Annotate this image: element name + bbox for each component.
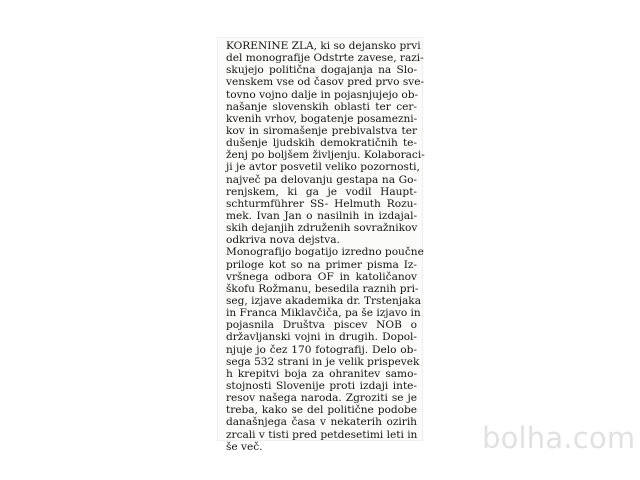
paragraph-1 <box>226 40 425 247</box>
text-line: dušenje ljudskih demokratičnih te- <box>226 137 417 150</box>
article-text <box>226 40 425 453</box>
text-line: državljanski vojni in drugih. Dopol- <box>226 331 417 344</box>
text-line: resov našega naroda. Zgroziti se je <box>226 392 417 405</box>
text-line: mek. Ivan Jan o nasilnih in izdajal- <box>226 209 417 222</box>
text-line: največ pa delovanju gestapa na Go- <box>226 173 417 186</box>
text-line: priloge kot so na primer pisma Iz- <box>226 258 417 271</box>
text-line: kvenih vrhov, bogatenje posamezni- <box>226 112 418 125</box>
text-line: KORENINE ZLA, ki so dejansko prvi <box>226 40 421 52</box>
text-line: h krepitvi boja za ohranitev samo- <box>226 367 417 380</box>
text-line: še več. <box>226 440 263 453</box>
text-line: skujejo politična dogajanja na Slo- <box>226 64 417 77</box>
text-line: odkriva nova dejstva. <box>226 234 340 247</box>
text-line: tovno vojno dalje in pojasnjujejo ob- <box>226 88 419 101</box>
text-line: sega 532 strani in je velik prispevek <box>226 355 420 368</box>
text-line: zrcali v tisti pred petdesetimi leti in <box>226 428 418 441</box>
watermark: bolha.com <box>482 421 636 455</box>
text-line: stojnosti Slovenije proti izdaji inte- <box>226 379 417 392</box>
text-line: in Franca Miklavčiča, pa še izjavo in <box>226 307 421 320</box>
paragraph-2 <box>226 246 424 453</box>
text-line: ji je avtor posvetil veliko pozornosti, <box>226 161 420 174</box>
newspaper-clipping <box>218 38 425 453</box>
text-line: seg, izjave akademika dr. Trstenjaka <box>226 294 422 307</box>
text-line: pojasnila Društva piscev NOB o <box>226 319 417 332</box>
text-line: schturmführer SS- Helmuth Rozu- <box>226 197 417 210</box>
text-line: skih dejanjih združenih sovražnikov <box>226 222 418 235</box>
text-line: treba, kako se del politične podobe <box>226 404 417 417</box>
text-line: škofu Rožmanu, besedila raznih pri- <box>226 282 419 295</box>
text-line: vršnega odbora OF in katoličanov <box>226 270 417 283</box>
text-line: del monografije Odstrte zavese, razi- <box>226 52 424 65</box>
text-line: našanje slovenskih oblasti ter cer- <box>226 100 417 113</box>
text-line: njuje jo čez 170 fotografij. Delo ob- <box>226 343 417 356</box>
text-line: današnjega časa v nekaterih ozirih <box>226 416 417 429</box>
text-line: kov in siromašenje prebivalstva ter <box>226 124 417 137</box>
text-line: renjskem, ki ga je vodil Haupt- <box>226 185 417 198</box>
text-line: Monografijo bogatijo izredno poučne <box>226 246 424 259</box>
text-line: ženj po boljšem življenju. Kolaboraci- <box>226 149 425 162</box>
text-line: venskem vse od časov pred prvo sve- <box>226 76 425 89</box>
